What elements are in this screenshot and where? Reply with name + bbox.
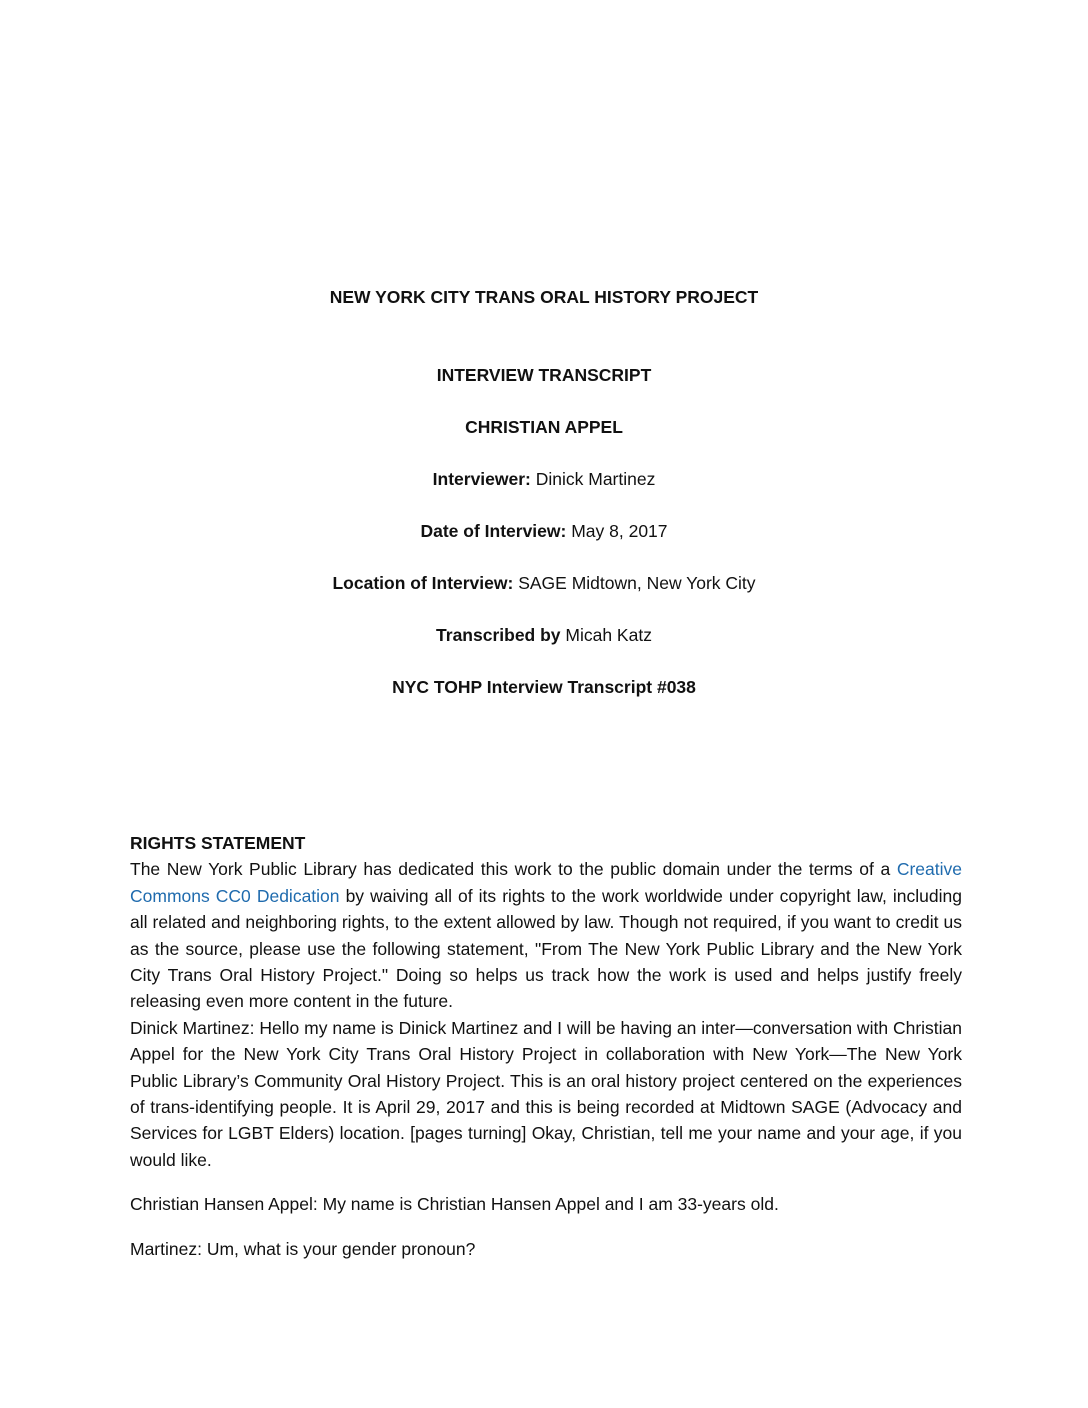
transcript-number: NYC TOHP Interview Transcript #038 (392, 677, 696, 697)
interview-location-label: Location of Interview: (332, 573, 514, 593)
interview-date-value: May 8, 2017 (566, 521, 668, 541)
rights-statement-heading: RIGHTS STATEMENT (130, 833, 306, 853)
transcriber-label: Transcribed by (436, 625, 561, 645)
rights-statement-paragraph (130, 856, 962, 1014)
transcriber-value: Micah Katz (560, 625, 652, 645)
transcript-paragraph: Martinez: Um, what is your gender pronoun? (130, 1238, 476, 1259)
transcriber-line (0, 624, 1088, 646)
transcript-paragraph: Christian Hansen Appel: My name is Christian Hansen Appel and I am 33-years old. (130, 1194, 779, 1215)
interview-location-value: SAGE Midtown, New York City (513, 573, 756, 593)
interview-location-line (0, 572, 1088, 594)
interviewer-value: Dinick Martinez (530, 469, 656, 489)
interviewer-line (0, 468, 1088, 490)
project-title: NEW YORK CITY TRANS ORAL HISTORY PROJECT (329, 287, 759, 307)
cc0-dedication-link[interactable]: Creative Commons CC0 Dedication (130, 859, 962, 906)
transcript-paragraph: Dinick Martinez: Hello my name is Dinick Martinez and I will be having an inter—conversation with Christian Appel for the New York City Trans Oral History Project in collaboration with New York—The New York Public Library’s Community Oral History Project. This is an oral history project centered on the experiences of trans-identifying people. It is April 29, 2017 and this is being recorded at Midtown SAGE (Advocacy and Services for LGBT Elders) location. [pages turning] Okay, Christian, tell me your name and your age, if you would like. (130, 1017, 962, 1170)
interview-date-line (0, 520, 1088, 542)
document-type-heading: INTERVIEW TRANSCRIPT (436, 365, 652, 385)
rights-text-before-link: The New York Public Library has dedicated this work to the public domain under the terms of a (130, 859, 897, 880)
rights-text-after-link: by waiving all of its rights to the work worldwide under copyright law, including all related and neighboring rights, to the extent allowed by law. Though not required, if you want to credit us as the source, please use the following statement, "From The New York Public Library and the New York City Trans Oral History Project." Doing so helps us track how the work is used and helps justify freely releasing even more content in the future. (130, 885, 962, 1012)
document-body (130, 830, 962, 1262)
narrator-name-heading: CHRISTIAN APPEL (465, 417, 623, 437)
interview-date-label: Date of Interview: (420, 521, 567, 541)
interviewer-label: Interviewer: (432, 469, 531, 489)
